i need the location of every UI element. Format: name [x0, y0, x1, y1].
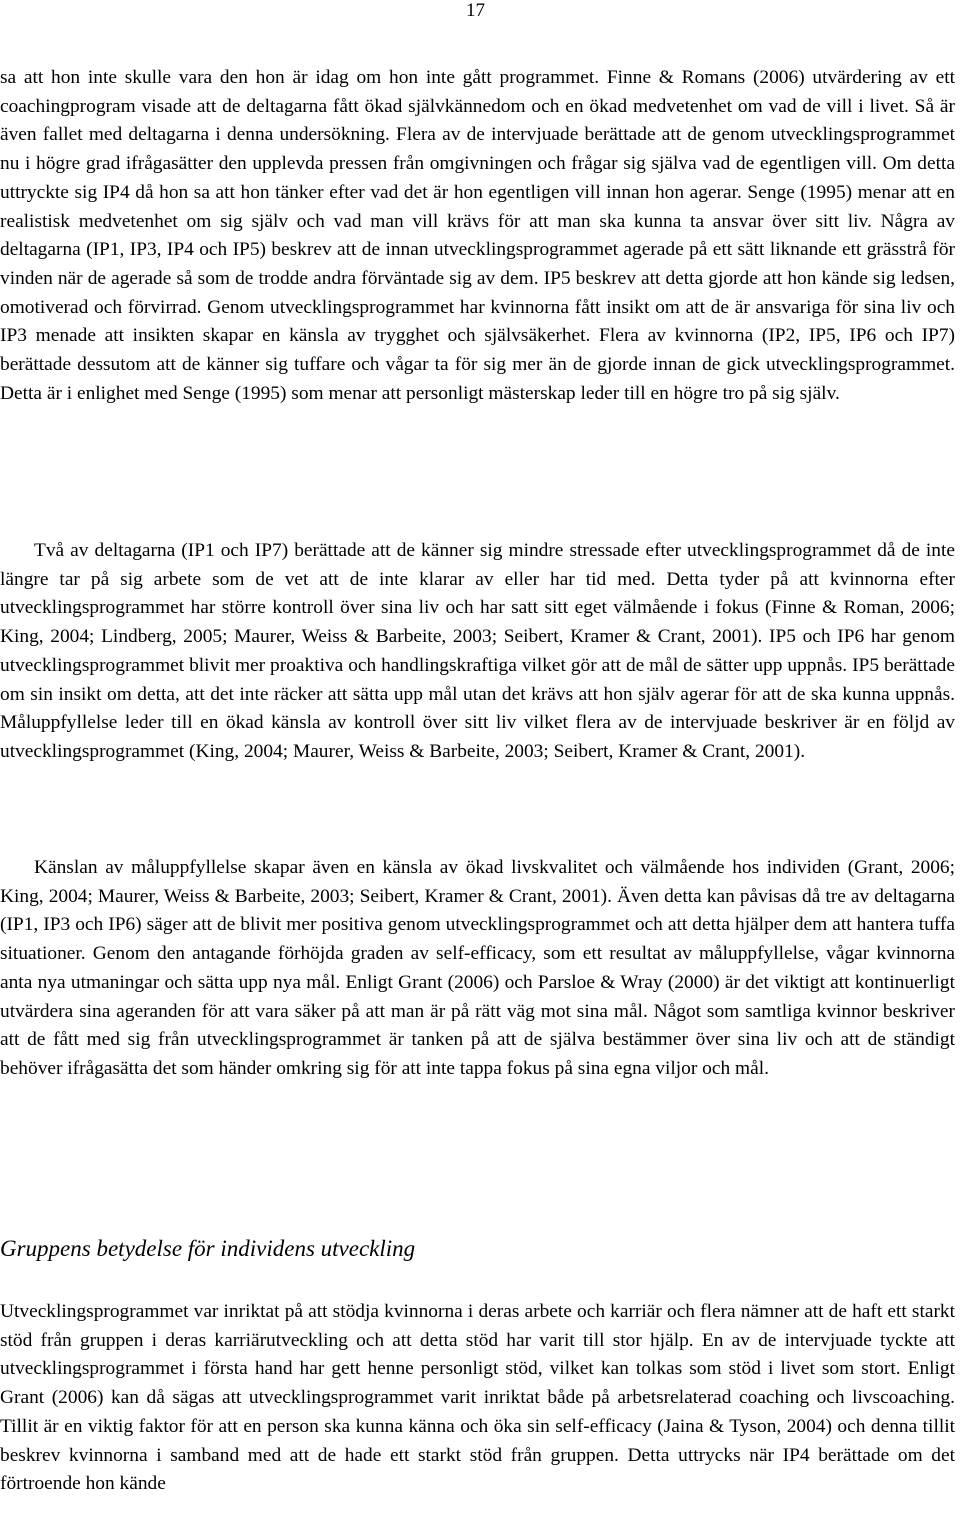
- section-paragraph: Utvecklingsprogrammet var inriktat på att stödja kvinnorna i deras arbete och karriär och flera nämner att de haft ett starkt stöd från gruppen i deras karriärutveckling och att detta stöd har varit till stor hjälp. En av de intervjuade tyckte att utvecklingsprogrammet i första hand har gett henne personligt stöd, vilket kan tolkas som stöd i livet som stort. Enligt Grant (2006) kan då sägas att utvecklingsprogrammet varit inriktat både på arbetsrelaterad coaching och livscoaching. Tillit är en viktig faktor för att en person ska kunna känna och öka sin self-efficacy (Jaina & Tyson, 2004) och denna tillit beskrev kvinnorna i samband med att de hade ett starkt stöd från gruppen. Detta uttrycks när IP4 berättade om det förtroende hon kände: [0, 1301, 955, 1495]
- page-number: 17: [466, 0, 485, 21]
- body-paragraph-2: Två av deltagarna (IP1 och IP7) berättade att de känner sig mindre stressade efter utvecklingsprogrammet då de inte längre tar på sig arbete som de vet att de inte klarar av eller har tid med. Detta tyder på att kvinnorna efter utvecklingsprogrammet har större kontroll över sina liv och har satt sitt eget välmående i fokus (Finne & Roman, 2006; King, 2004; Lindberg, 2005; Maurer, Weiss & Barbeite, 2003; Seibert, Kramer & Crant, 2001). IP5 och IP6 har genom utvecklingsprogrammet blivit mer proaktiva och handlingskraftiga vilket gör att de mål de sätter upp uppnås. IP5 berättade om sin insikt om detta, att det inte räcker att sätta upp mål utan det krävs att hon själv agerar för att de ska kunna uppnås. Måluppfyllelse leder till en ökad känsla av kontroll över sitt liv vilket flera av de intervjuade beskriver är en följd av utvecklingsprogrammet (King, 2004; Maurer, Weiss & Barbeite, 2003; Seibert, Kramer & Crant, 2001).: [0, 540, 955, 762]
- body-paragraph-3: Känslan av måluppfyllelse skapar även en känsla av ökad livskvalitet och välmående hos individen (Grant, 2006; King, 2004; Maurer, Weiss & Barbeite, 2003; Seibert, Kramer & Crant, 2001). Även detta kan påvisas då tre av deltagarna (IP1, IP3 och IP6) säger att de blivit mer positiva genom utvecklingsprogrammet och att detta hjälper dem att hantera tuffa situationer. Genom den antagande förhöjda graden av self-efficacy, som ett resultat av måluppfyllelse, vågar kvinnorna anta nya utmaningar och sätta upp nya mål. Enligt Grant (2006) och Parsloe & Wray (2000) är det viktigt att kontinuerligt utvärdera sina ageranden för att vara säker på att man är på rätt väg mot sina mål. Något som samtliga kvinnor beskriver att de fått med sig från utvecklingsprogrammet är tanken på att de själva bestämmer över sina liv och att de ständigt behöver ifrågasätta det som händer omkring sig för att inte tappa fokus på sina egna viljor och mål.: [0, 857, 955, 1079]
- body-paragraph-1: sa att hon inte skulle vara den hon är idag om hon inte gått programmet. Finne & Romans (2006) utvärdering av ett coachingprogram visade att de deltagarna fått ökad självkännedom och en ökad medvetenhet om vad de vill i livet. Så är även fallet med deltagarna i denna undersökning. Flera av de intervjuade berättade att de genom utvecklingsprogrammet nu i högre grad ifrågasätter den upplevda pressen från omgivningen och frågar sig själva vad de egentligen vill. Om detta uttryckte sig IP4 då hon sa att hon tänker efter vad det är hon egentligen vill innan hon agerar. Senge (1995) menar att en realistisk medvetenhet om sig själv och vad man vill krävs för att man ska kunna ta ansvar över sitt liv. Några av deltagarna (IP1, IP3, IP4 och IP5) beskrev att de innan utvecklingsprogrammet agerade på ett sätt liknande ett grässtrå för vinden när de agerade så som de trodde andra förväntade sig av dem. IP5 beskrev att detta gjorde att hon kände sig ledsen, omotiverad och förvirrad. Genom utvecklingsprogrammet har kvinnorna fått insikt om att de är ansvariga för sina liv och IP3 menade att insikten skapar en känsla av trygghet och självsäkerhet. Flera av kvinnorna (IP2, IP5, IP6 och IP7) berättade dessutom att de känner sig tuffare och vågar ta för sig mer än de gjorde innan de gick utvecklingsprogrammet. Detta är i enlighet med Senge (1995) som menar att personligt mästerskap leder till en högre tro på sig själv.: [0, 67, 955, 404]
- section-heading: Gruppens betydelse för individens utveckling: [0, 1236, 416, 1261]
